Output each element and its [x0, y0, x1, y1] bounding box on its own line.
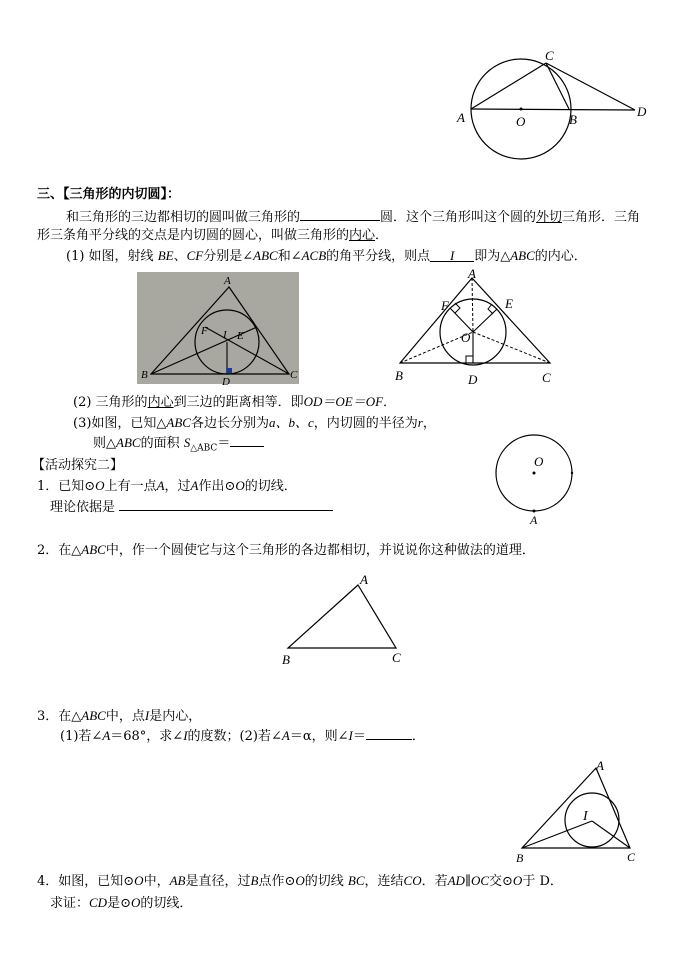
figure-circle-tangent	[455, 48, 655, 168]
label-B: B	[282, 652, 290, 667]
label-A: A	[530, 513, 538, 527]
text: 外切	[536, 210, 563, 225]
label-C: C	[545, 48, 554, 63]
label-B: B	[141, 369, 148, 381]
segment-bi	[522, 821, 592, 848]
answer-blank-area[interactable]	[230, 434, 264, 447]
label-I: I	[223, 329, 227, 341]
label-E: E	[237, 330, 244, 342]
activity-heading: 【活动探究二】	[32, 458, 124, 473]
right-angle-mark	[227, 368, 232, 373]
line-ac	[471, 63, 546, 109]
figure-circle-point	[488, 430, 578, 528]
answer-blank-angle[interactable]	[366, 727, 412, 740]
incircle	[565, 793, 619, 847]
paragraph-line-1	[66, 208, 640, 227]
radius-of	[450, 308, 473, 332]
label-B: B	[395, 368, 403, 383]
question-2: 2．在△ABC中，作一个圆使它与这个三角形的各边都相切，并说说你这种做法的道理．	[37, 542, 535, 558]
item-1: (1) 如图，射线 BE、CF分别是∠ABC和∠ACB的角平分线，则点 I 即为△ABC的内心．	[66, 248, 587, 264]
center-point	[533, 472, 536, 475]
label-A: A	[596, 758, 604, 773]
label-A: A	[224, 275, 231, 287]
label-B: B	[516, 851, 524, 865]
item-3: (3)如图，已知△ABC各边长分别为a、b、c，内切圆的半径为r，	[73, 415, 436, 431]
label-E: E	[505, 296, 513, 311]
line-cd	[546, 63, 635, 110]
text: 三角形．三角	[562, 210, 641, 225]
segment-ai	[592, 768, 596, 821]
label-D: D	[222, 376, 230, 388]
question-4-prove: 求证：CD是⊙O的切线．	[50, 895, 193, 911]
label-O: O	[461, 330, 471, 345]
line-ad	[471, 109, 635, 110]
label-C: C	[392, 650, 401, 665]
paragraph-line-2	[37, 227, 388, 245]
text: 内心	[349, 228, 376, 243]
question-3-parts: (1)若∠A＝68°，求∠I的度数；(2)若∠A＝α，则∠I＝ ．	[60, 728, 425, 744]
item-3-area: 则△ABC的面积 $S_{\triangle ABC}=$	[93, 434, 264, 458]
label-A: A	[468, 266, 476, 281]
label-A: A	[457, 110, 465, 125]
text: 和三角形的三边都相切的圆叫做三角形的	[66, 210, 301, 225]
label-B: B	[569, 112, 577, 127]
label-C: C	[542, 370, 551, 385]
figure-triangle-q2	[278, 572, 408, 670]
triangle-abc	[288, 585, 396, 648]
item-2: (2) 三角形的内心到三边的距离相等．即OD＝OE＝OF．	[73, 394, 397, 410]
text: 圆．这个三角形叫这个圆的	[380, 210, 537, 225]
right-mark-d	[466, 356, 473, 363]
point-right	[571, 472, 573, 474]
label-A: A	[360, 572, 368, 587]
section-heading: 三、【三角形的内切圆】：	[37, 187, 181, 202]
label-O: O	[534, 454, 544, 469]
dashed-ao	[472, 278, 473, 332]
text: ．	[375, 228, 389, 243]
figure-triangle-q3	[510, 758, 642, 866]
label-D: D	[637, 104, 647, 119]
question-1: 1．已知⊙O上有一点A，过A作出⊙O的切线．	[37, 478, 297, 494]
center-point	[520, 108, 523, 111]
figure-incircle-gray	[137, 272, 299, 388]
triangle-abc	[400, 278, 550, 363]
radius-oe	[473, 309, 497, 332]
figure-incircle-right	[388, 268, 568, 390]
answer-blank-basis[interactable]	[119, 498, 333, 511]
question-4: 4．如图，已知⊙O中，AB是直径，过B点作⊙O的切线 BC，连结CO．若AD∥OC交⊙O于 D．	[37, 873, 563, 889]
question-3: 3．在△ABC中，点I是内心，	[37, 708, 202, 724]
question-1-basis: 理论依据是	[50, 498, 333, 517]
answer-blank-1[interactable]	[300, 208, 380, 221]
label-F: F	[441, 298, 449, 313]
label-D: D	[468, 372, 478, 387]
label-C: C	[627, 850, 636, 864]
label-O: O	[516, 114, 526, 129]
label-F: F	[201, 325, 208, 337]
gray-background	[137, 272, 299, 384]
text: 形三条角平分线的交点是内切圆的圆心，叫做三角形的	[37, 228, 350, 243]
dashed-co	[473, 332, 550, 363]
label-I: I	[583, 809, 588, 824]
label-C: C	[290, 369, 298, 381]
answer-blank-2[interactable]: I	[430, 247, 474, 262]
